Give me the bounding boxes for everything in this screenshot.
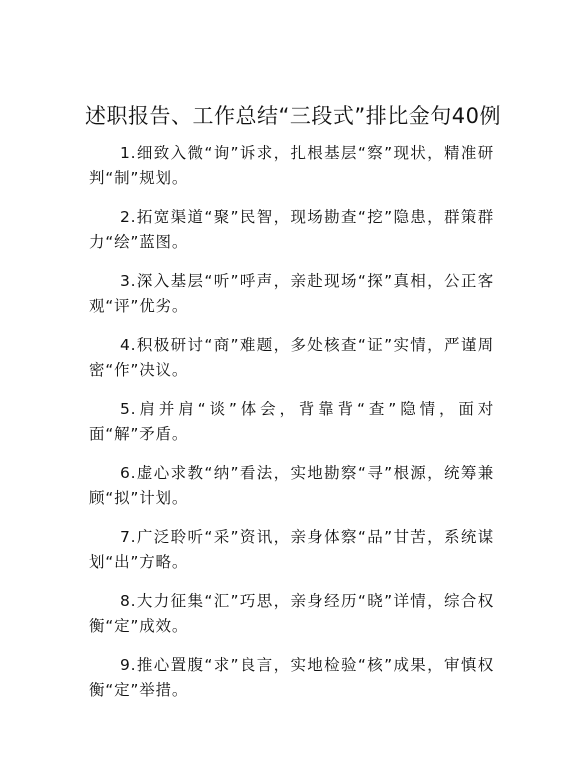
list-item: 7.广泛聆听“采”资讯，亲身体察“品”甘苦，系统谋划“出”方略。 xyxy=(89,528,494,571)
document-title: 述职报告、工作总结“三段式”排比金句40例 xyxy=(85,104,501,128)
list-item: 8.大力征集“汇”巧思，亲身经历“晓”详情，综合权衡“定”成效。 xyxy=(89,592,494,635)
list-item: 3.深入基层“听”呼声，亲赴现场“探”真相，公正客观“评”优劣。 xyxy=(89,272,494,315)
list-item: 5.肩并肩“谈”体会，背靠背“查”隐情，面对面“解”矛盾。 xyxy=(89,400,494,443)
item-list xyxy=(89,141,494,717)
list-item: 6.虚心求教“纳”看法，实地勘察“寻”根源，统筹兼顾“拟”计划。 xyxy=(89,464,494,507)
list-item: 9.推心置腹“求”良言，实地检验“核”成果，审慎权衡“定”举措。 xyxy=(89,656,494,699)
list-item: 1.细致入微“询”诉求，扎根基层“察”现状，精准研判“制”规划。 xyxy=(89,144,494,187)
list-item: 4.积极研讨“商”难题，多处核查“证”实情，严谨周密“作”决议。 xyxy=(89,336,494,379)
list-item: 2.拓宽渠道“聚”民智，现场勘查“挖”隐患，群策群力“绘”蓝图。 xyxy=(89,208,494,251)
